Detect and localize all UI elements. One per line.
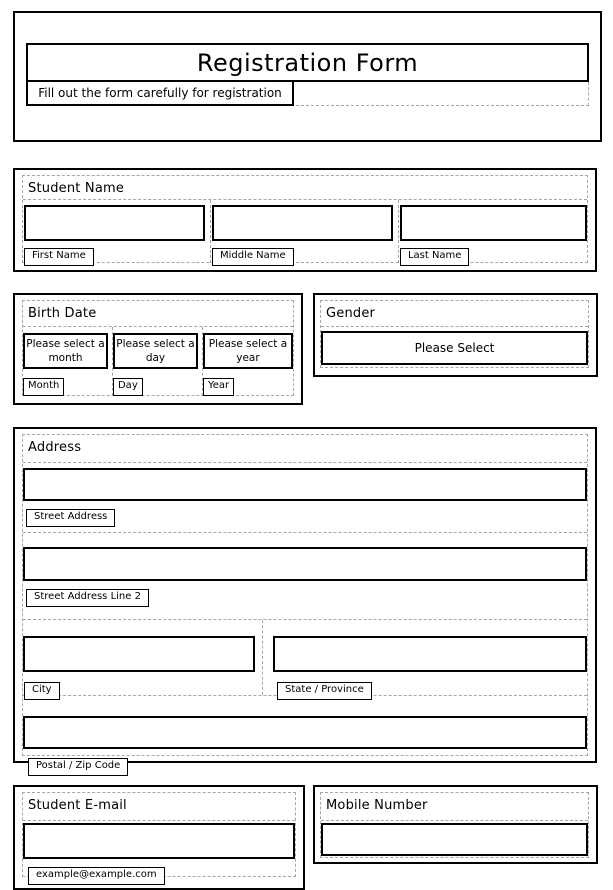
- city-state-row: [23, 620, 587, 696]
- first-name-sublabel: First Name: [24, 248, 94, 266]
- month-column: [23, 327, 113, 396]
- student-name-field-group: [22, 175, 588, 263]
- postal-code-input[interactable]: [23, 716, 587, 749]
- subtitle-row: [26, 82, 589, 106]
- birth-date-section: [13, 293, 303, 405]
- mobile-number-section: [313, 785, 598, 864]
- address-field-group: [22, 434, 588, 771]
- form-header-section: [13, 11, 602, 142]
- gender-select[interactable]: Please Select: [321, 331, 588, 365]
- birth-date-label: Birth Date: [23, 301, 293, 327]
- city-input[interactable]: [23, 636, 255, 672]
- student-email-label: Student E-mail: [23, 793, 295, 821]
- mobile-number-label: Mobile Number: [321, 793, 588, 821]
- month-select[interactable]: Please select a month: [23, 333, 108, 369]
- city-column: [23, 620, 263, 695]
- first-name-column: [23, 200, 211, 263]
- year-select[interactable]: Please select a year: [203, 333, 293, 369]
- year-sublabel: Year: [203, 378, 234, 396]
- gender-section: [313, 293, 598, 377]
- gender-field-group: [320, 300, 589, 368]
- student-email-field-group: [22, 792, 296, 880]
- student-name-section: [13, 168, 597, 272]
- day-select[interactable]: Please select a day: [113, 333, 198, 369]
- last-name-column: [399, 200, 587, 263]
- page-title: Registration Form: [26, 43, 589, 82]
- student-email-input[interactable]: [23, 823, 295, 859]
- mobile-number-input[interactable]: [321, 823, 588, 856]
- student-name-columns: [23, 200, 587, 263]
- gender-label: Gender: [321, 301, 588, 327]
- street-address-line2-sublabel: Street Address Line 2: [26, 589, 149, 607]
- state-sublabel: State / Province: [277, 682, 372, 700]
- first-name-input[interactable]: [24, 205, 205, 241]
- postal-code-row: [23, 716, 587, 796]
- state-column: [263, 620, 587, 695]
- street-address-row: [23, 468, 587, 533]
- address-section: [13, 427, 597, 771]
- city-sublabel: City: [24, 682, 60, 700]
- middle-name-column: [211, 200, 399, 263]
- day-column: [113, 327, 203, 396]
- postal-code-sublabel: Postal / Zip Code: [28, 758, 128, 776]
- street-address-line2-input[interactable]: [23, 547, 587, 581]
- student-name-label: Student Name: [23, 176, 587, 200]
- middle-name-input[interactable]: [212, 205, 393, 241]
- street-address-sublabel: Street Address: [26, 509, 115, 527]
- month-sublabel: Month: [23, 378, 64, 396]
- student-email-sublabel: example@example.com: [28, 867, 165, 885]
- form-subtitle: Fill out the form carefully for registration: [26, 81, 294, 106]
- last-name-sublabel: Last Name: [400, 248, 470, 266]
- street-address-input[interactable]: [23, 468, 587, 501]
- year-column: [203, 327, 293, 396]
- birth-date-columns: [23, 327, 293, 396]
- state-input[interactable]: [273, 636, 587, 672]
- last-name-input[interactable]: [400, 205, 587, 241]
- address-label: Address: [23, 435, 587, 463]
- birth-date-field-group: [22, 300, 294, 396]
- middle-name-sublabel: Middle Name: [212, 248, 294, 266]
- student-email-section: [13, 785, 305, 890]
- street-address-line2-row: [23, 547, 587, 620]
- day-sublabel: Day: [113, 378, 143, 396]
- mobile-number-field-group: [320, 792, 589, 858]
